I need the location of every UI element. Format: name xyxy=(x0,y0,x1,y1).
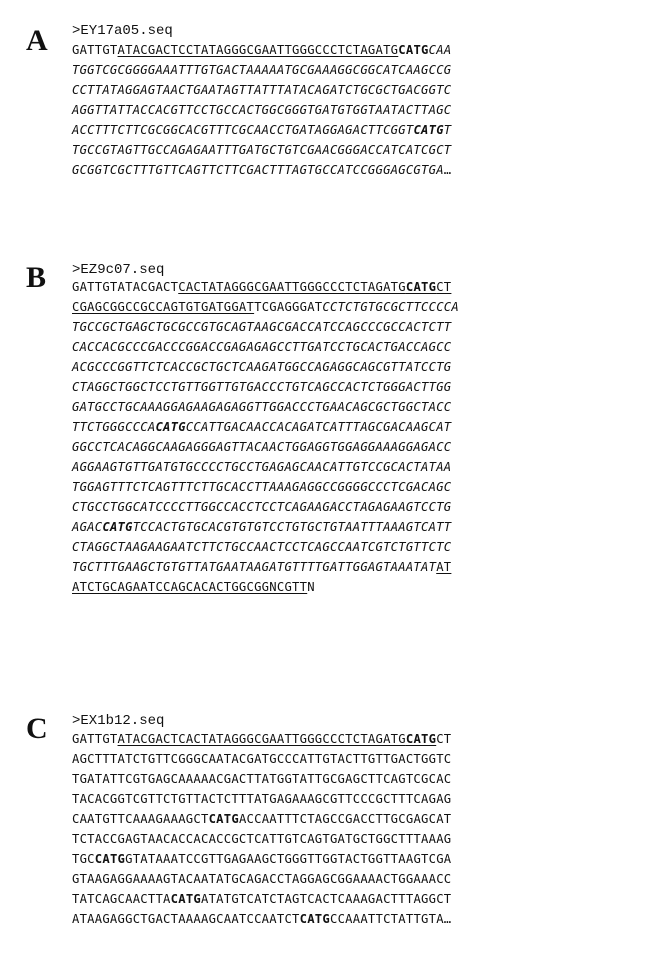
sequence-run: ATAAGAGGCTGACTAAAAGCAATCCAATCT xyxy=(72,912,300,926)
sequence-run: TATCAGCAACTTA xyxy=(72,892,171,906)
sequence-run: CGAGCGGCCGCCAGTGTGATGGAT xyxy=(72,300,255,314)
sequence-line xyxy=(72,577,656,597)
sequence-run: CACTATAGGGCGAATTGGGCCCTCTAGATG xyxy=(178,280,406,294)
sequence-run: ACGCCCGGTTCTCACCGCTGCTCAAGATGGCCAGAGGCAGCGTTATCCTG xyxy=(72,360,452,374)
sequence-run: AGAC xyxy=(72,520,103,534)
sequence-run: AGCTTTATCTGTTCGGGCAATACGATGCCCATTGTACTTGTTGACTGGTC xyxy=(72,752,452,766)
sequence-run: GATGCCTGCAAAGGAGAAGAGAGGTTGGACCCTGAACAGCGCTGGCTACC xyxy=(72,400,452,414)
sequence-run: CCTCTGTGCGCTTCCCCA xyxy=(322,300,459,314)
sequence-run: CT xyxy=(436,280,452,294)
sequence-line xyxy=(72,829,656,849)
sequence-run: ACCAATTTCTAGCCGACCTTGCGAGCAT xyxy=(238,812,452,826)
catg-motif: CATG xyxy=(170,892,201,906)
sequence-run: TGCTTTGAAGCTGTGTTATGAATAAGATGTTTTGATTGGAGTAAATAT xyxy=(72,560,437,574)
sequence-line xyxy=(72,397,656,417)
sequence-text xyxy=(72,729,656,929)
sequence-line xyxy=(72,909,656,929)
catg-motif: CATG xyxy=(102,520,133,534)
sequence-line xyxy=(72,437,656,457)
sequence-run: CACCACGCCCGACCCGGACCGAGAGAGCCTTGATCCTGCACTGACCAGCC xyxy=(72,340,452,354)
sequence-line xyxy=(72,297,656,317)
sequence-run: AGGTTATTACCACGTTCCTGCCACTGGCGGGTGATGTGGTAATACTTAGC xyxy=(72,103,452,117)
sequence-run: GATTGT xyxy=(72,732,118,746)
sequence-run: GGCCTCACAGGCAAGAGGGAGTTACAACTGGAGGTGGAGGAAAGGAGACC xyxy=(72,440,452,454)
sequence-run: CAATGTTCAAAGAAAGCT xyxy=(72,812,209,826)
sequence-line xyxy=(72,749,656,769)
sequence-line xyxy=(72,140,656,160)
sequence-run: ACCTTTCTTCGCGGCACGTTTCGCAACCTGATAGGAGACTTCGGT xyxy=(72,123,414,137)
sequence-line xyxy=(72,60,656,80)
sequence-run: ATATGTCATCTAGTCACTCAAAGACTTTAGGCT xyxy=(201,892,452,906)
sequence-run: TGATATTCGTGAGCAAAAACGACTTATGGTATTGCGAGCTTCAGTCGCAC xyxy=(72,772,452,786)
catg-motif: CATG xyxy=(155,420,186,434)
sequence-run: TGCCGCTGAGCTGCGCCGTGCAGTAAGCGACCATCCAGCCCGCCACTCTT xyxy=(72,320,452,334)
sequence-run: GTAAGAGGAAAAGTACAATATGCAGACCTAGGAGCGGAAAACTGGAAACC xyxy=(72,872,452,886)
sequence-line xyxy=(72,849,656,869)
sequence-line xyxy=(72,769,656,789)
sequence-line xyxy=(72,377,656,397)
sequence-run: TACACGGTCGTTCTGTTACTCTTTATGAGAAAGCGTTCCCGCTTTCAGAG xyxy=(72,792,452,806)
catg-motif: CATG xyxy=(405,280,437,294)
sequence-run: CAA xyxy=(428,43,452,57)
sequence-run: GATTGTATACGACT xyxy=(72,280,179,294)
sequence-header: >EY17a05.seq xyxy=(72,23,173,39)
panel-label: B xyxy=(26,261,47,294)
sequence-run: GATTGT xyxy=(72,43,118,57)
sequence-run: CCAAATTCTATTGTA… xyxy=(329,912,452,926)
sequence-line xyxy=(72,557,656,577)
sequence-run: TGCCGTAGTTGCCAGAGAATTTGATGCTGTCGAACGGGACCATCATCGCT xyxy=(72,143,452,157)
sequence-run: CCTTATAGGAGTAACTGAATAGTTATTTATACAGATCTGCGCTGACGGTC xyxy=(72,83,452,97)
sequence-run: TCGAGGGAT xyxy=(254,300,323,314)
sequence-line xyxy=(72,277,656,297)
sequence-run: CTAGGCTAAGAAGAATCTTCTGCCAACTCCTCAGCCAATCGTCTGTTCTC xyxy=(72,540,452,554)
catg-motif: CATG xyxy=(94,852,126,866)
sequence-run: CTAGGCTGGCTCCTGTTGGTTGTGACCCTGTCAGCCACTCTGGGACTTGG xyxy=(72,380,452,394)
sequence-line xyxy=(72,160,656,180)
sequence-line xyxy=(72,889,656,909)
panel-label: A xyxy=(26,24,48,57)
sequence-line xyxy=(72,80,656,100)
panel-label: C xyxy=(26,712,48,745)
sequence-run: N xyxy=(307,580,315,594)
catg-motif: CATG xyxy=(413,123,444,137)
sequence-run: AGGAAGTGTTGATGTGCCCCTGCCTGAGAGCAACATTGTCCGCACTATAA xyxy=(72,460,452,474)
sequence-line xyxy=(72,809,656,829)
sequence-line xyxy=(72,789,656,809)
sequence-header: >EZ9c07.seq xyxy=(72,262,165,278)
sequence-run: TCCACTGTGCACGTGTGTCCTGTGCTGTAATTTAAAGTCATT xyxy=(132,520,452,534)
sequence-text xyxy=(72,40,656,180)
sequence-line xyxy=(72,120,656,140)
sequence-line xyxy=(72,497,656,517)
sequence-run: TTCTGGGCCCA xyxy=(72,420,156,434)
catg-motif: CATG xyxy=(299,912,330,926)
sequence-run: GTATAAATCCGTTGAGAAGCTGGGTTGGTACTGGTTAAGTCGA xyxy=(125,852,452,866)
sequence-line xyxy=(72,869,656,889)
catg-motif: CATG xyxy=(208,812,239,826)
sequence-run: GCGGTCGCTTTGTTCAGTTCTTCGACTTTAGTGCCATCCGGGAGCGTGA xyxy=(72,163,444,177)
catg-motif: CATG xyxy=(398,43,429,57)
sequence-run: ATACGACTCACTATAGGGCGAATTGGGCCCTCTAGATG xyxy=(117,732,406,746)
sequence-line xyxy=(72,729,656,749)
sequence-line xyxy=(72,537,656,557)
sequence-run: … xyxy=(443,163,452,177)
sequence-run: CTGCCTGGCATCCCCTTGGCCACCTCCTCAGAAGACCTAGAGAAGTCCTG xyxy=(72,500,452,514)
sequence-run: CCATTGACAACCACAGATCATTTAGCGACAAGCAT xyxy=(185,420,452,434)
sequence-line xyxy=(72,477,656,497)
sequence-line xyxy=(72,317,656,337)
sequence-run: TGC xyxy=(72,852,95,866)
sequence-run: TCTACCGAGTAACACCACACCGCTCATTGTCAGTGATGCTGGCTTTAAAG xyxy=(72,832,452,846)
sequence-line xyxy=(72,417,656,437)
sequence-line xyxy=(72,337,656,357)
sequence-run: TGGAGTTTCTCAGTTTCTTGCACCTTAAAGAGGCCGGGGCCCTCGACAGC xyxy=(72,480,452,494)
sequence-run: T xyxy=(443,123,452,137)
sequence-run: AT xyxy=(436,560,452,574)
sequence-run: CT xyxy=(436,732,452,746)
sequence-line xyxy=(72,100,656,120)
sequence-line xyxy=(72,40,656,60)
sequence-line xyxy=(72,517,656,537)
sequence-line xyxy=(72,457,656,477)
sequence-run: ATCTGCAGAATCCAGCACACTGGCGGNCGTT xyxy=(72,580,308,594)
sequence-run: TGGTCGCGGGGAAATTTGTGACTAAAAATGCGAAAGGCGGCATCAAGCCG xyxy=(72,63,452,77)
sequence-run: ATACGACTCCTATAGGGCGAATTGGGCCCTCTAGATG xyxy=(117,43,399,57)
sequence-line xyxy=(72,357,656,377)
sequence-header: >EX1b12.seq xyxy=(72,713,165,729)
catg-motif: CATG xyxy=(405,732,437,746)
sequence-text xyxy=(72,277,656,597)
